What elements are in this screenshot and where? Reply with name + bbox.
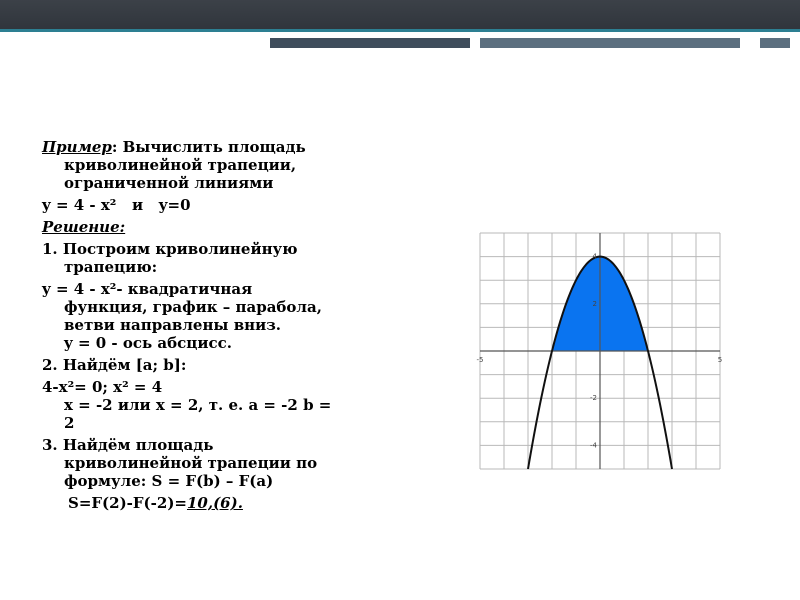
example-label: Пример [42,138,112,156]
example-line-2: криволинейной трапеции, [64,156,297,174]
step-3 [42,436,372,490]
decor-bar-2 [480,38,740,48]
final-answer [42,494,372,512]
slide-text [42,138,372,516]
step-1-line-2: трапецию: [64,258,158,276]
top-header-band [0,0,800,32]
x-tick-label: -5 [476,356,484,364]
y-tick-label: 4 [592,252,597,261]
equation: y = 4 - x² и y=0 [42,196,191,214]
roots-line-1: 4-x²= 0; x² = 4 [42,378,163,396]
roots-line-2: x = -2 или x = 2, т. е. a = -2 b = [64,396,332,414]
description-line-4: y = 0 - ось абсцисс. [64,334,232,352]
y-tick-label: -4 [590,441,597,450]
y-tick-label: 2 [592,299,597,308]
description-line-2: функция, график – парабола, [64,298,322,316]
y-tick-label: -2 [590,394,597,403]
parabola-graph [470,230,732,475]
axes [480,233,723,469]
step-1-line-1: 1. Построим криволинейную [42,240,298,258]
step-3-line-3: формуле: S = F(b) – F(a) [64,472,274,490]
x-tick-label: 5 [717,356,723,364]
header-accent-line [0,29,800,32]
decor-bar-3 [760,38,790,48]
step-3-line-1: 3. Найдём площадь [42,436,214,454]
description-line-3: ветви направлены вниз. [64,316,282,334]
roots [42,378,372,432]
step-1 [42,240,372,276]
final-formula: S=F(2)-F(-2)= [68,494,187,512]
step-3-line-2: криволинейной трапеции по [64,454,318,472]
step-2: 2. Найдём [a; b]: [42,356,187,374]
roots-line-3: 2 [64,414,75,432]
example-text: : Вычислить площадь [111,138,306,156]
solution-heading: Решение: [42,218,126,236]
function-description [42,280,372,352]
decor-bar-1 [270,38,470,48]
example-statement [42,138,372,192]
example-line-3: ограниченной линиями [64,174,274,192]
description-line-1: y = 4 - x²- квадратичная [42,280,253,298]
final-value: 10,(6). [186,494,243,512]
